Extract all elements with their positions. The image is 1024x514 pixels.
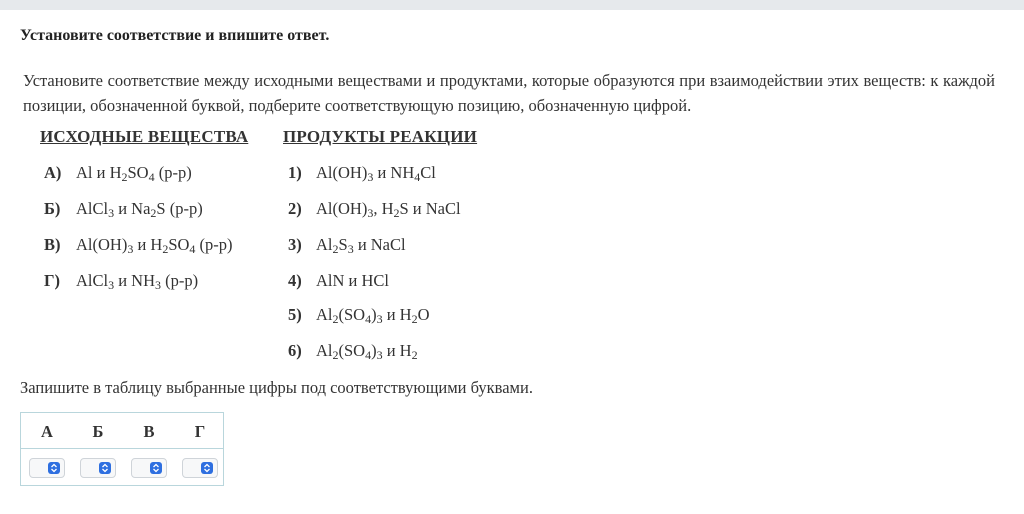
instruction-text: Запишите в таблицу выбранные цифры под соответствующими буквами. [20, 378, 533, 397]
select-updown-icon [201, 462, 213, 474]
reactant-formula: Al и $H_2SO_4$ (р-р) [76, 163, 192, 184]
product-key: 4) [288, 271, 302, 290]
reactant-formula: AlCl$_3$ и $Na_2S$ (р-р) [76, 199, 203, 220]
select-updown-icon [99, 462, 111, 474]
reactant-key: В) [44, 235, 61, 254]
product-formula: AlN и HCl [316, 271, 390, 290]
product-item [288, 271, 389, 291]
product-formula: $Al(OH)_3$, $H_2S$ и NaCl [316, 199, 461, 220]
product-item [288, 305, 430, 325]
reactants-heading: ИСХОДНЫЕ ВЕЩЕСТВА [40, 127, 249, 146]
column-letter-b: Б [92, 422, 104, 441]
table-divider [21, 448, 223, 449]
product-formula: $Al_2S_3$ и NaCl [316, 235, 406, 256]
products-heading: ПРОДУКТЫ РЕАКЦИИ [283, 127, 478, 146]
answer-select-v[interactable] [131, 458, 167, 478]
reactant-formula: AlCl$_3$ и $NH_3$ (р-р) [76, 271, 199, 292]
product-item [288, 163, 436, 183]
product-item [288, 235, 406, 255]
answer-select-a[interactable] [29, 458, 65, 478]
reactant-item [44, 163, 192, 183]
product-formula: $Al_2(SO_4)_3$ и $H_2O$ [316, 305, 430, 326]
reactant-formula: $Al(OH)_3$ и $H_2SO_4$ (р-р) [76, 235, 233, 256]
product-key: 1) [288, 163, 302, 182]
column-letter-a: А [41, 422, 53, 441]
select-updown-icon [150, 462, 162, 474]
answer-select-b[interactable] [80, 458, 116, 478]
top-bar [0, 0, 1024, 10]
reactant-item [44, 199, 203, 219]
product-key: 3) [288, 235, 302, 254]
product-item [288, 199, 461, 219]
reactant-item [44, 235, 233, 255]
product-formula: $Al(OH)_3$ и $NH_4Cl$ [316, 163, 436, 184]
product-key: 2) [288, 199, 302, 218]
reactant-key: Г) [44, 271, 60, 290]
column-letter-g: Г [194, 422, 206, 441]
product-key: 5) [288, 305, 302, 324]
select-updown-icon [48, 462, 60, 474]
reactant-key: А) [44, 163, 62, 182]
reactant-item [44, 271, 198, 291]
product-item [288, 341, 418, 361]
answer-table [20, 412, 224, 486]
answer-select-g[interactable] [182, 458, 218, 478]
task-title: Установите соответствие и впишите ответ. [20, 27, 330, 44]
product-formula: $Al_2(SO_4)_3$ и $H_2$ [316, 341, 418, 362]
reactant-key: Б) [44, 199, 61, 218]
task-description: Установите соответствие между исходными веществами и продуктами, которые образуются при взаимодействии этих веществ: к каждой позиции, обозначенной буквой, подберите соответствующую позицию, обозначенную цифрой. [23, 71, 995, 115]
column-letter-v: В [143, 422, 155, 441]
product-key: 6) [288, 341, 302, 360]
